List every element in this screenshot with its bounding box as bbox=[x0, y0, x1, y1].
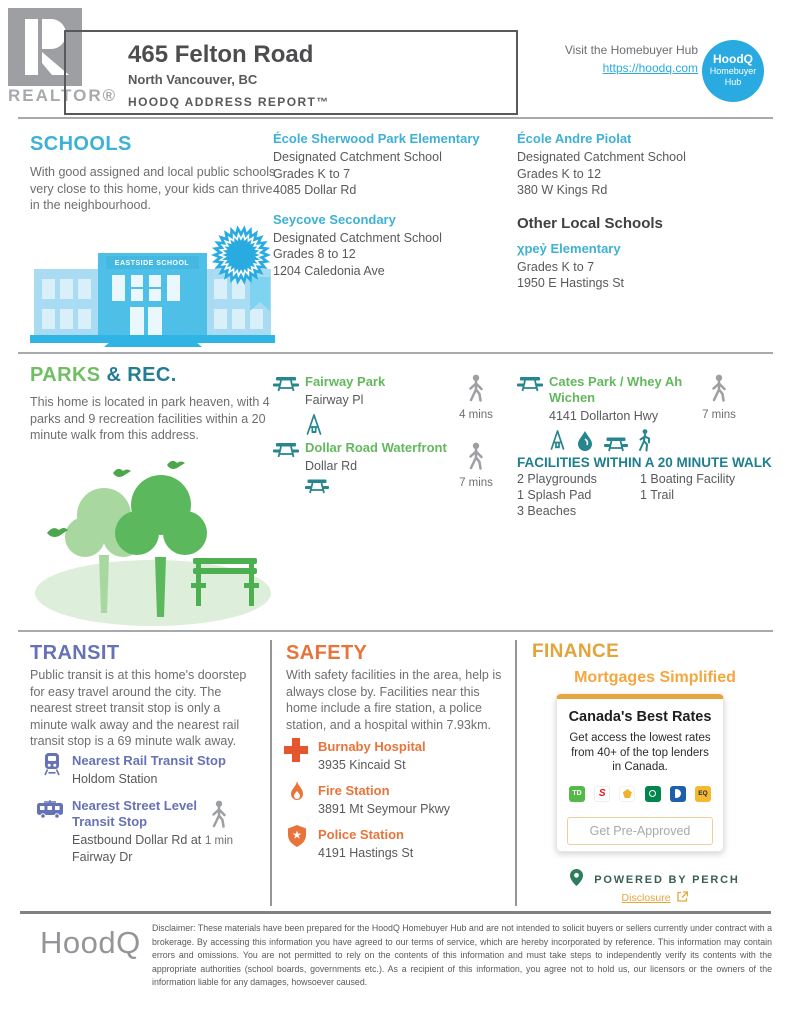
scotiabank-logo-icon: S bbox=[594, 786, 610, 802]
hospital-cross-icon bbox=[284, 738, 308, 762]
rate-card-body: Get access the lowest rates from 40+ of the top lenders in Canada. bbox=[569, 732, 711, 773]
parks-divider bbox=[18, 630, 773, 632]
walk-time bbox=[452, 442, 500, 489]
safety-intro: With safety facilities in the area, help is always close by. Facilities near this home include a fire station, a police station, and a hospital within 7.93km. bbox=[286, 668, 502, 732]
map-pin-icon bbox=[570, 869, 583, 886]
walk-time-label: 4 mins bbox=[459, 409, 493, 421]
park-name: Dollar Road Waterfront bbox=[305, 440, 447, 455]
td-logo-icon: TD bbox=[569, 786, 585, 802]
park-entry bbox=[517, 374, 692, 452]
school-address: 1204 Caledonia Ave bbox=[273, 263, 385, 278]
report-title: HOODQ ADDRESS REPORT™ bbox=[128, 95, 330, 109]
park-name: Cates Park / Whey Ah Wichen bbox=[549, 374, 683, 405]
school-address: 380 W Kings Rd bbox=[517, 183, 608, 197]
hub-link[interactable]: https://hoodq.com bbox=[602, 61, 698, 75]
walk-time-label: 7 mins bbox=[702, 409, 736, 421]
park-illustration bbox=[25, 445, 275, 635]
transit-stop-label: Nearest Street Level Transit Stop bbox=[72, 798, 198, 829]
walk-time-label: 7 mins bbox=[459, 477, 493, 489]
hub-block bbox=[540, 43, 698, 77]
schools-column-right bbox=[517, 131, 779, 305]
police-shield-icon bbox=[288, 825, 306, 847]
rbc-logo-icon bbox=[670, 786, 686, 802]
trail-icon bbox=[637, 429, 652, 452]
school-banner-label: EASTSIDE SCHOOL bbox=[114, 260, 190, 267]
school-entry bbox=[517, 131, 779, 199]
parks-title-green: PARKS bbox=[30, 364, 101, 386]
eq-bank-logo-icon: EQ bbox=[695, 786, 711, 802]
disclosure-row bbox=[532, 891, 778, 904]
rate-card-heading: Canada's Best Rates bbox=[568, 709, 712, 725]
safety-section-title: SAFETY bbox=[286, 642, 368, 664]
safety-place-name: Burnaby Hospital bbox=[318, 739, 426, 754]
other-schools-title: Other Local Schools bbox=[517, 214, 663, 232]
schools-section-title: SCHOOLS bbox=[30, 133, 132, 155]
schools-column-mid bbox=[273, 131, 511, 292]
realtor-wordmark: REALTOR® bbox=[8, 86, 118, 105]
transit-section-title: TRANSIT bbox=[30, 642, 120, 664]
safety-place-address: 3935 Kincaid St bbox=[318, 758, 406, 772]
picnic-bench-icon bbox=[305, 479, 329, 494]
header-divider bbox=[18, 117, 773, 119]
hoodq-hub-badge bbox=[702, 40, 764, 102]
desjardins-logo-icon bbox=[645, 786, 661, 802]
streetcar-icon bbox=[37, 800, 64, 819]
park-trees-bench-icon bbox=[25, 445, 275, 630]
hub-badge-line1: HoodQ bbox=[713, 52, 753, 66]
facility-item: 3 Beaches bbox=[517, 504, 577, 518]
parks-title-teal: & REC. bbox=[100, 364, 177, 386]
cibc-logo-icon bbox=[619, 786, 635, 802]
facilities-column-1 bbox=[517, 471, 597, 519]
amenity-row bbox=[549, 429, 692, 452]
facilities-title: FACILITIES WITHIN A 20 MINUTE WALK bbox=[517, 455, 772, 470]
hub-prompt: Visit the Homebuyer Hub bbox=[564, 43, 698, 57]
school-name: Seycove Secondary bbox=[273, 211, 396, 227]
transit-stop-label: Nearest Rail Transit Stop bbox=[72, 753, 226, 768]
school-entry bbox=[273, 212, 511, 280]
picnic-bench-icon bbox=[273, 440, 299, 494]
safety-entry bbox=[318, 739, 426, 774]
safety-finance-divider bbox=[515, 640, 517, 906]
school-entry bbox=[273, 131, 511, 199]
school-name: École Sherwood Park Elementary bbox=[273, 131, 480, 146]
pedestrian-icon bbox=[708, 374, 730, 402]
finance-section-title: FINANCE bbox=[532, 641, 620, 662]
parks-section-title bbox=[30, 364, 177, 387]
hoodq-footer-logo: HoodQ bbox=[40, 925, 141, 960]
splash-pad-icon bbox=[575, 430, 595, 452]
hub-badge-line3: Hub bbox=[724, 77, 742, 88]
amenity-row bbox=[305, 413, 385, 437]
school-entry bbox=[517, 241, 779, 292]
pedestrian-icon bbox=[208, 800, 230, 828]
park-entry bbox=[273, 440, 458, 494]
flame-icon bbox=[289, 781, 305, 803]
safety-place-name: Fire Station bbox=[318, 783, 390, 798]
transit-intro: Public transit is at this home's doorstep for easy travel around the city. The nearest street transit stop is only a minute walk away and the nearest rail transit stop is a 69 minute walk away. bbox=[30, 668, 247, 748]
pedestrian-icon bbox=[465, 442, 487, 470]
park-address: Dollar Rd bbox=[305, 459, 358, 473]
transit-entry bbox=[72, 753, 242, 788]
park-address: 4141 Dollarton Hwy bbox=[549, 409, 659, 423]
school-name: École Andre Piolat bbox=[517, 131, 632, 146]
hub-badge-line2: Homebuyer bbox=[709, 66, 757, 76]
powered-by-perch bbox=[532, 869, 778, 886]
walk-time bbox=[452, 374, 500, 421]
page-title: 465 Felton Road bbox=[128, 41, 314, 68]
address-box bbox=[64, 30, 518, 115]
transit-entry bbox=[72, 798, 210, 865]
school-name: χpeỷ Elementary bbox=[517, 240, 621, 256]
finance-subtitle: Mortgages Simplified bbox=[574, 669, 736, 686]
footer-disclaimer: Disclaimer: These materials have been prepared for the HoodQ Homebuyer Hub and are not intended to solicit buyers or sellers currently under contract with a brokerage. By accessing this information you have agreed to our terms of service, which are hereby incorporated by reference. This information may contain errors and omissions. You are not permitted to rely on the contents of this information and must take steps to independently verify its contents with the appropriate authorities (school boards, governments etc.). As a recipient of this information, you agree not to hold us, our licensors or the owners of the information liable for any damages, howsoever caused. bbox=[152, 923, 772, 987]
disclosure-link[interactable]: Disclosure bbox=[621, 892, 671, 904]
school-type: Designated Catchment School bbox=[273, 230, 442, 245]
parks-intro: This home is located in park heaven, with 4 parks and 9 recreation facilities within a 20 minute walk from this address. bbox=[30, 395, 270, 442]
park-name: Fairway Park bbox=[305, 374, 386, 389]
award-starburst-icon bbox=[208, 225, 278, 315]
school-illustration bbox=[30, 231, 275, 354]
transit-safety-divider bbox=[270, 640, 272, 906]
school-type: Designated Catchment School bbox=[517, 150, 686, 164]
mortgage-rate-card bbox=[556, 694, 724, 852]
walk-time bbox=[695, 374, 743, 421]
picnic-bench-icon bbox=[273, 374, 299, 437]
get-pre-approved-button[interactable]: Get Pre-Approved bbox=[567, 817, 713, 845]
school-grades: Grades 8 to 12 bbox=[273, 247, 356, 261]
lender-logo-row bbox=[567, 786, 713, 802]
picnic-bench-icon bbox=[604, 437, 628, 452]
address-city: North Vancouver, BC bbox=[128, 72, 258, 87]
safety-place-address: 4191 Hastings St bbox=[318, 846, 414, 860]
school-type: Designated Catchment School bbox=[273, 150, 442, 164]
amenity-row bbox=[305, 479, 447, 494]
school-address: 4085 Dollar Rd bbox=[273, 183, 357, 197]
schools-intro: With good assigned and local public schools very close to this home, your kids can thrive in the neighbourhood. bbox=[30, 165, 276, 212]
school-grades: Grades K to 7 bbox=[517, 259, 595, 274]
pedestrian-icon bbox=[465, 374, 487, 402]
external-link-icon bbox=[677, 891, 688, 902]
playground-icon bbox=[549, 429, 566, 452]
train-icon bbox=[42, 752, 62, 776]
facilities-column-2 bbox=[640, 471, 735, 503]
park-address: Fairway Pl bbox=[305, 393, 364, 407]
powered-by-label: POWERED BY PERCH bbox=[594, 874, 740, 886]
facility-item: 2 Playgrounds bbox=[517, 472, 597, 486]
school-grades: Grades K to 7 bbox=[273, 166, 351, 181]
walk-time-label: 1 min bbox=[204, 835, 234, 847]
footer-divider bbox=[20, 911, 771, 914]
schools-divider bbox=[18, 352, 773, 354]
park-entry bbox=[273, 374, 448, 437]
safety-place-name: Police Station bbox=[318, 827, 404, 842]
playground-icon bbox=[305, 413, 323, 437]
safety-entry bbox=[318, 827, 413, 862]
safety-place-address: 3891 Mt Seymour Pkwy bbox=[318, 802, 450, 816]
facility-item: 1 Boating Facility bbox=[640, 472, 736, 486]
facility-item: 1 Splash Pad bbox=[517, 488, 592, 502]
safety-entry bbox=[318, 783, 450, 818]
facility-item: 1 Trail bbox=[640, 488, 675, 502]
transit-stop-value: Eastbound Dollar Rd at Fairway Dr bbox=[72, 833, 202, 864]
school-grades: Grades K to 12 bbox=[517, 166, 602, 181]
school-address: 1950 E Hastings St bbox=[517, 276, 625, 290]
transit-stop-value: Holdom Station bbox=[72, 772, 158, 786]
picnic-bench-icon bbox=[517, 374, 543, 452]
walk-time bbox=[195, 800, 243, 847]
